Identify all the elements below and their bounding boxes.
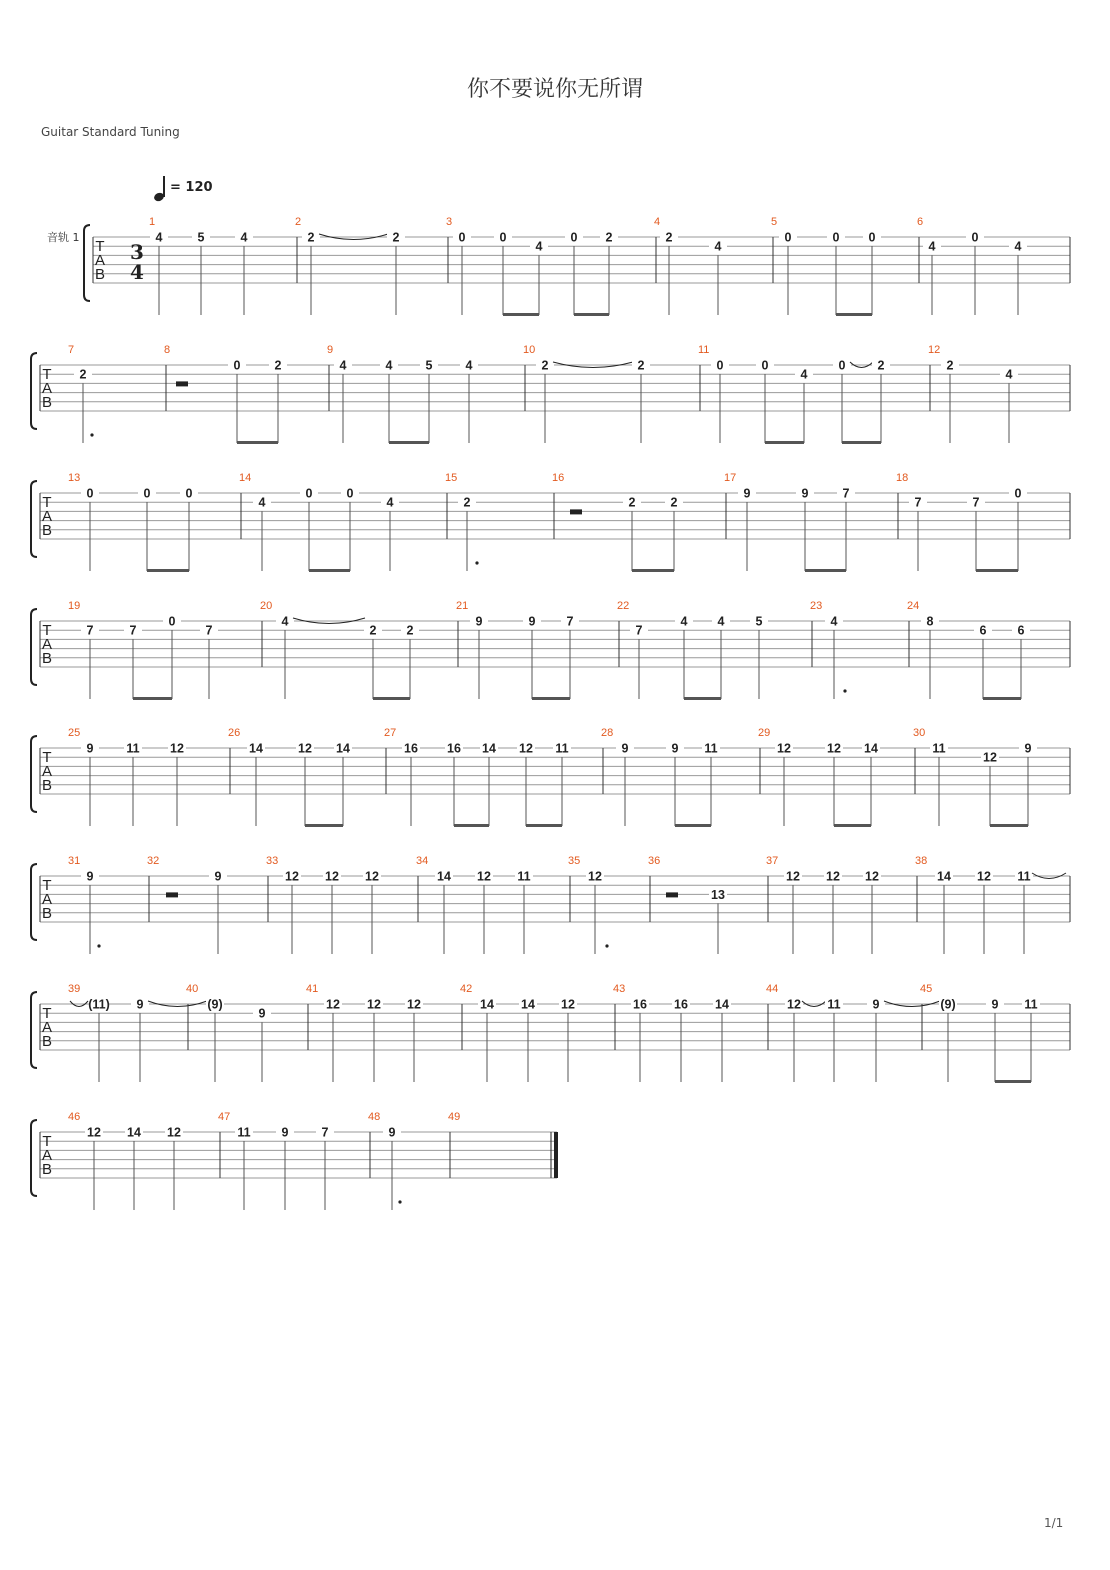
tab-letter: A [41, 763, 53, 780]
tab-letter: A [41, 380, 53, 397]
augmentation-dot [97, 944, 100, 947]
fret-number: 16 [404, 741, 418, 756]
system-bracket [31, 353, 37, 429]
fret-number: 2 [541, 358, 549, 373]
tab-letter: T [42, 1133, 52, 1150]
measure-number: 31 [68, 855, 81, 867]
fret-number: 9 [1024, 741, 1032, 756]
fret-number: 2 [79, 367, 87, 382]
fret-number: 0 [346, 486, 354, 501]
beam [526, 824, 562, 827]
fret-number: 4 [928, 239, 936, 254]
fret-number: 12 [827, 741, 841, 756]
beam [834, 824, 871, 827]
measure-number: 37 [766, 855, 779, 867]
measure-number: 33 [266, 855, 279, 867]
fret-number: (9) [207, 997, 223, 1012]
fret-number: 4 [680, 614, 688, 629]
tab-letter: A [41, 508, 53, 525]
fret-number: 12 [983, 750, 997, 765]
fret-number: 9 [388, 1125, 396, 1140]
fret-number: 9 [743, 486, 751, 501]
fret-number: 9 [475, 614, 483, 629]
system-bracket [31, 481, 37, 557]
fret-number: 2 [274, 358, 282, 373]
fret-number: 5 [425, 358, 433, 373]
beam [990, 824, 1028, 827]
fret-number: 16 [674, 997, 688, 1012]
fret-number: 14 [482, 741, 496, 756]
fret-number: 7 [86, 623, 94, 638]
fret-number: 2 [670, 495, 678, 510]
fret-number: 2 [628, 495, 636, 510]
tab-letter: B [41, 522, 53, 539]
tab-letter: B [41, 777, 53, 794]
measure-number: 23 [810, 600, 823, 612]
tab-letter: B [41, 650, 53, 667]
measure-number: 41 [306, 983, 319, 995]
fret-number: 2 [877, 358, 885, 373]
measure-number: 43 [613, 983, 626, 995]
fret-number: 12 [519, 741, 533, 756]
measure-number: 39 [68, 983, 81, 995]
fret-number: 2 [392, 230, 400, 245]
beam [147, 569, 189, 572]
measure-number: 42 [460, 983, 473, 995]
beam [503, 313, 539, 316]
tab-letter: B [94, 266, 106, 283]
fret-number: 0 [185, 486, 193, 501]
measure-number: 4 [654, 216, 661, 228]
measure-number: 46 [68, 1111, 81, 1123]
measure-number: 3 [446, 216, 453, 228]
fret-number: 7 [972, 495, 980, 510]
fret-number: 14 [521, 997, 535, 1012]
fret-number: 9 [258, 1006, 266, 1021]
beam [684, 697, 721, 700]
fret-number: 14 [864, 741, 878, 756]
measure-number: 34 [416, 855, 429, 867]
measure-number: 35 [568, 855, 581, 867]
fret-number: 4 [535, 239, 543, 254]
fret-number: (9) [940, 997, 956, 1012]
beam [675, 824, 711, 827]
fret-number: 7 [205, 623, 213, 638]
fret-number: 4 [465, 358, 473, 373]
fret-number: 6 [1017, 623, 1025, 638]
tab-letter: T [42, 749, 52, 766]
measure-number: 40 [186, 983, 199, 995]
measure-number: 25 [68, 727, 81, 739]
fret-number: 0 [832, 230, 840, 245]
fret-number: 0 [143, 486, 151, 501]
fret-number: 9 [136, 997, 144, 1012]
page-title: 你不要说你无所谓 [466, 77, 643, 102]
fret-number: 12 [588, 869, 602, 884]
tab-letter: T [42, 366, 52, 383]
fret-number: 16 [447, 741, 461, 756]
tab-letter: A [94, 252, 106, 269]
fret-number: 4 [258, 495, 266, 510]
fret-number: 2 [665, 230, 673, 245]
half-rest-icon [176, 381, 188, 386]
fret-number: 2 [637, 358, 645, 373]
measure-number: 38 [915, 855, 928, 867]
beam [836, 313, 872, 316]
fret-number: 0 [305, 486, 313, 501]
page-number: 1/1 [1044, 1516, 1064, 1530]
augmentation-dot [90, 433, 93, 436]
fret-number: 12 [561, 997, 575, 1012]
tab-letter: T [42, 622, 52, 639]
fret-number: 9 [801, 486, 809, 501]
time-signature-bottom: 4 [130, 260, 144, 284]
fret-number: 14 [249, 741, 263, 756]
half-rest-icon [666, 892, 678, 897]
beam [976, 569, 1018, 572]
system-bracket [31, 992, 37, 1068]
tab-letter: T [42, 877, 52, 894]
fret-number: 14 [127, 1125, 141, 1140]
fret-number: 12 [298, 741, 312, 756]
beam [133, 697, 172, 700]
tuning-label: Guitar Standard Tuning [41, 125, 180, 139]
fret-number: 4 [800, 367, 808, 382]
measure-number: 2 [295, 216, 302, 228]
fret-number: 0 [499, 230, 507, 245]
measure-number: 21 [456, 600, 469, 612]
measure-number: 6 [917, 216, 924, 228]
fret-number: 0 [168, 614, 176, 629]
fret-number: 2 [406, 623, 414, 638]
fret-number: 5 [197, 230, 205, 245]
fret-number: 9 [872, 997, 880, 1012]
measure-number: 22 [617, 600, 630, 612]
fret-number: 9 [528, 614, 536, 629]
tab-letter: B [41, 905, 53, 922]
measure-number: 11 [698, 344, 710, 356]
fret-number: 7 [321, 1125, 329, 1140]
measure-number: 47 [218, 1111, 231, 1123]
fret-number: 2 [946, 358, 954, 373]
tab-letter: A [41, 1019, 53, 1036]
fret-number: 0 [971, 230, 979, 245]
fret-number: 9 [281, 1125, 289, 1140]
fret-number: 4 [1005, 367, 1013, 382]
fret-number: 12 [787, 997, 801, 1012]
measure-number: 36 [648, 855, 661, 867]
measure-number: 18 [896, 472, 909, 484]
tab-letter: A [41, 636, 53, 653]
measure-number: 13 [68, 472, 81, 484]
measure-number: 26 [228, 727, 241, 739]
system-bracket [31, 609, 37, 685]
beam [305, 824, 343, 827]
measure-number: 12 [928, 344, 941, 356]
beam [995, 1080, 1031, 1083]
measure-number: 14 [239, 472, 252, 484]
system-bracket [31, 736, 37, 812]
tab-letter: B [41, 1033, 53, 1050]
fret-number: 11 [555, 741, 569, 756]
fret-number: 5 [755, 614, 763, 629]
fret-number: 12 [285, 869, 299, 884]
fret-number: 14 [715, 997, 729, 1012]
measure-number: 27 [384, 727, 397, 739]
measure-number: 10 [523, 344, 536, 356]
measure-number: 28 [601, 727, 614, 739]
measure-number: 16 [552, 472, 565, 484]
beam [532, 697, 570, 700]
measure-number: 17 [724, 472, 737, 484]
beam [373, 697, 410, 700]
fret-number: 4 [714, 239, 722, 254]
fret-number: 4 [1014, 239, 1022, 254]
beam [842, 441, 881, 444]
tab-letter: A [41, 1147, 53, 1164]
measure-number: 32 [147, 855, 160, 867]
fret-number: 12 [326, 997, 340, 1012]
fret-number: 7 [129, 623, 137, 638]
track-name: 音轨 1 [47, 231, 80, 244]
measure-number: 15 [445, 472, 458, 484]
fret-number: 9 [991, 997, 999, 1012]
measure-number: 9 [327, 344, 334, 356]
tempo-value: = 120 [170, 180, 213, 195]
measure-number: 8 [164, 344, 171, 356]
fret-number: 11 [827, 997, 841, 1012]
fret-number: 12 [777, 741, 791, 756]
beam [805, 569, 846, 572]
fret-number: 2 [605, 230, 613, 245]
measure-number: 20 [260, 600, 273, 612]
system-bracket [31, 1120, 37, 1196]
system-bracket [31, 864, 37, 940]
fret-number: 0 [86, 486, 94, 501]
fret-number: 12 [826, 869, 840, 884]
fret-number: 7 [566, 614, 574, 629]
fret-number: 12 [167, 1125, 181, 1140]
fret-number: 4 [339, 358, 347, 373]
fret-number: 2 [369, 623, 377, 638]
fret-number: 13 [711, 887, 725, 902]
fret-number: 11 [1024, 997, 1038, 1012]
fret-number: 11 [1017, 869, 1031, 884]
measure-number: 7 [68, 344, 75, 356]
measure-number: 24 [907, 600, 920, 612]
fret-number: 11 [517, 869, 531, 884]
fret-number: 11 [126, 741, 140, 756]
fret-number: 12 [365, 869, 379, 884]
fret-number: 0 [868, 230, 876, 245]
system-bracket [84, 225, 90, 301]
fret-number: 12 [977, 869, 991, 884]
beam [237, 441, 278, 444]
fret-number: 11 [704, 741, 718, 756]
fret-number: 2 [307, 230, 315, 245]
fret-number: 7 [635, 623, 643, 638]
fret-number: 9 [621, 741, 629, 756]
fret-number: 16 [633, 997, 647, 1012]
time-signature-top: 3 [130, 240, 144, 264]
tab-letter: T [95, 238, 105, 255]
tab-letter: B [41, 1161, 53, 1178]
fret-number: 12 [170, 741, 184, 756]
fret-number: 0 [784, 230, 792, 245]
fret-number: 0 [761, 358, 769, 373]
fret-number: 14 [480, 997, 494, 1012]
fret-number: 0 [570, 230, 578, 245]
fret-number: 14 [937, 869, 951, 884]
measure-number: 48 [368, 1111, 381, 1123]
fret-number: 0 [458, 230, 466, 245]
measure-number: 5 [771, 216, 778, 228]
beam [765, 441, 804, 444]
half-rest-icon [570, 509, 582, 514]
measure-number: 1 [149, 216, 156, 228]
fret-number: 4 [155, 230, 163, 245]
fret-number: 8 [926, 614, 934, 629]
beam [389, 441, 429, 444]
tab-letter: B [41, 394, 53, 411]
augmentation-dot [398, 1200, 401, 1203]
fret-number: 11 [237, 1125, 251, 1140]
measure-number: 19 [68, 600, 81, 612]
fret-number: 12 [87, 1125, 101, 1140]
augmentation-dot [605, 944, 608, 947]
fret-number: 12 [477, 869, 491, 884]
fret-number: 4 [385, 358, 393, 373]
measure-number: 44 [766, 983, 779, 995]
measure-number: 49 [448, 1111, 461, 1123]
beam [574, 313, 609, 316]
measure-number: 29 [758, 727, 771, 739]
fret-number: 0 [1014, 486, 1022, 501]
fret-number: 0 [838, 358, 846, 373]
tab-letter: T [42, 494, 52, 511]
beam [454, 824, 489, 827]
fret-number: 12 [865, 869, 879, 884]
fret-number: 9 [86, 741, 94, 756]
fret-number: 4 [386, 495, 394, 510]
fret-number: (11) [88, 997, 110, 1012]
tab-letter: A [41, 891, 53, 908]
beam [309, 569, 350, 572]
fret-number: 14 [437, 869, 451, 884]
fret-number: 9 [86, 869, 94, 884]
tab-letter: T [42, 1005, 52, 1022]
fret-number: 4 [281, 614, 289, 629]
fret-number: 12 [367, 997, 381, 1012]
fret-number: 12 [325, 869, 339, 884]
fret-number: 12 [786, 869, 800, 884]
beam [632, 569, 674, 572]
half-rest-icon [166, 892, 178, 897]
measure-number: 45 [920, 983, 933, 995]
final-barline-thick [554, 1132, 558, 1178]
fret-number: 6 [979, 623, 987, 638]
fret-number: 0 [233, 358, 241, 373]
fret-number: 2 [463, 495, 471, 510]
fret-number: 11 [932, 741, 946, 756]
fret-number: 14 [336, 741, 350, 756]
measure-number: 30 [913, 727, 926, 739]
augmentation-dot [475, 561, 478, 564]
fret-number: 0 [716, 358, 724, 373]
fret-number: 7 [842, 486, 850, 501]
fret-number: 9 [214, 869, 222, 884]
fret-number: 12 [407, 997, 421, 1012]
fret-number: 4 [240, 230, 248, 245]
beam [983, 697, 1021, 700]
fret-number: 4 [830, 614, 838, 629]
fret-number: 4 [717, 614, 725, 629]
augmentation-dot [843, 689, 846, 692]
fret-number: 7 [914, 495, 922, 510]
fret-number: 9 [671, 741, 679, 756]
